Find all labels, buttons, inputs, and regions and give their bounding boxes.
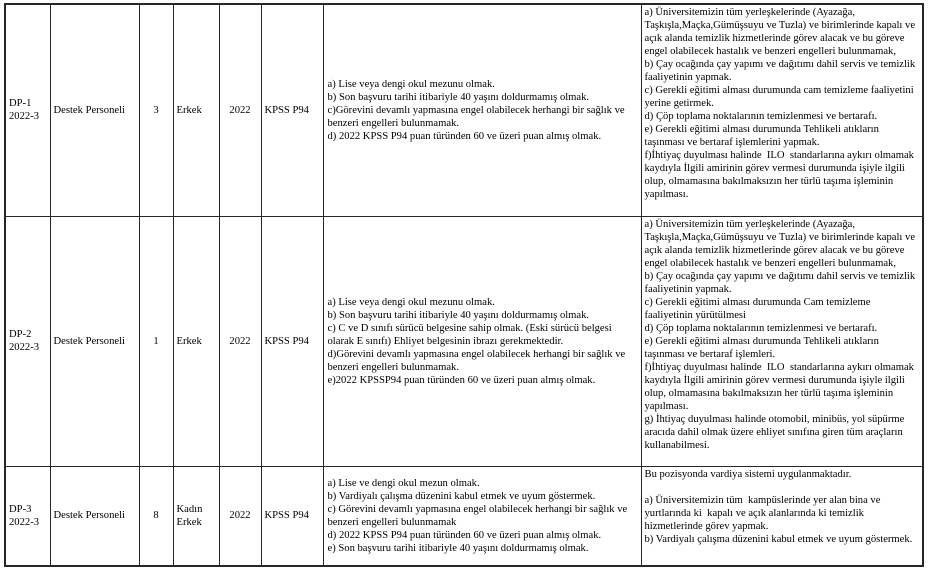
position-title-cell: Destek Personeli — [50, 4, 139, 216]
cell-line: Kadın — [176, 503, 203, 515]
requirements-cell — [323, 4, 641, 216]
cell-line: c) Gerekli eğitimi alması durumunda Cam temizleme faaliyetinin yürütülmesi — [644, 296, 874, 321]
position-title-cell: Destek Personeli — [50, 216, 139, 466]
cell-line: c)Görevini devamlı yapmasına engel olabilecek herhangi bir sağlık ve benzeri engelleri bulunmamak. — [327, 104, 628, 129]
cell-line: d) 2022 KPSS P94 puan türünden 60 ve üzeri puan almış olmak. — [327, 529, 602, 541]
cell-line: c) Gerekli eğitimi alması durumunda cam temizleme faaliyetini yerine getirmek. — [644, 85, 917, 109]
cell-line: e) Gerekli eğitimi alması durumunda Tehlikeli atıkların taşınması ve bertaraf işlemleri. — [644, 335, 882, 360]
cell-line: c) C ve D sınıfı sürücü belgesine sahip olmak. (Eski sürücü belgesi olarak E sınıfı) Ehliyet belgesinin ibrazı gerekmektedir. — [327, 322, 615, 347]
cell-line: f)İhtiyaç duyulması halinde ILO standarlarına aykırı olmamak kaydıyla İlgili amirinin görev vermesi durumunda işiyle ilgili olup, olmamasına bakılmaksızın her türlü taşıma işleminin yapılması. — [644, 361, 917, 412]
cell-line: Erkek — [176, 335, 202, 347]
gender-cell — [173, 216, 219, 466]
quota-cell: 3 — [139, 4, 173, 216]
table-row — [5, 4, 923, 216]
cell-line: a) Üniversitemizin tüm yerleşkelerinde (Ayazağa, Taşkışla,Maçka,Gümüşsuyu ve Tuzla) ve birimlerinde kapalı ve açık alanda temizlik hizmetlerinde görev alacak ve bu göreve engel olabilecek hastalık ve benzeri engelleri bulunmamak, — [644, 218, 918, 269]
cell-line: b) Çay ocağında çay yapımı ve dağıtımı dahil servis ve temizlik faaliyetinin yapmak. — [644, 59, 918, 83]
exam-year-cell: 2022 — [219, 4, 261, 216]
cell-line: d) Çöp toplama noktalarının temizlenmesi ve bertarafı. — [644, 322, 878, 334]
cell-line: b) Son başvuru tarihi itibariyle 40 yaşını doldurmamış olmak. — [327, 309, 590, 321]
exam-type-cell: KPSS P94 — [261, 4, 323, 216]
cell-line: 2022-3 — [9, 516, 40, 528]
duties-cell — [641, 4, 923, 216]
quota-cell: 8 — [139, 466, 173, 566]
exam-year-cell: 2022 — [219, 466, 261, 566]
gender-cell — [173, 4, 219, 216]
table-row — [5, 216, 923, 466]
cell-line: Bu pozisyonda vardiya sistemi uygulanmaktadır. — [644, 468, 852, 480]
gender-cell — [173, 466, 219, 566]
cell-line: DP-1 — [9, 98, 32, 110]
cell-line: DP-2 — [9, 329, 32, 340]
cell-line — [645, 481, 920, 494]
job-positions-table — [4, 3, 924, 567]
cell-line: 2022-3 — [9, 342, 40, 353]
exam-year-cell: 2022 — [219, 216, 261, 466]
duties-cell — [641, 466, 923, 566]
table-body — [5, 4, 923, 566]
cell-line: c) Görevini devamlı yapmasına engel olabilecek herhangi bir sağlık ve benzeri engelleri bulunmamak — [327, 503, 630, 528]
table-row — [5, 466, 923, 566]
cell-line: b) Çay ocağında çay yapımı ve dağıtımı dahil servis ve temizlik faaliyetinin yapmak. — [644, 270, 918, 295]
cell-line: a) Lise veya dengi okul mezunu olmak. — [327, 78, 495, 90]
cell-line: b) Vardiyalı çalışma düzenini kabul etmek ve uyum göstermek. — [644, 533, 913, 545]
cell-line: Erkek — [176, 104, 202, 116]
cell-line: d) Çöp toplama noktalarının temizlenmesi ve bertarafı. — [644, 111, 878, 122]
cell-line: b) Vardiyalı çalışma düzenini kabul etmek ve uyum göstermek. — [327, 490, 596, 502]
position-code-cell — [5, 466, 50, 566]
duties-cell — [641, 216, 923, 466]
position-code-cell — [5, 216, 50, 466]
cell-line: DP-3 — [9, 503, 32, 515]
cell-line: g) İhtiyaç duyulması halinde otomobil, minibüs, yol süpürme aracıda dahil olmak üzere ehliyet sınıfına giren tüm araçların kullanabilmesi. — [644, 413, 907, 451]
cell-line: e) Son başvuru tarihi itibariyle 40 yaşını doldurmamış olmak. — [327, 542, 589, 554]
exam-type-cell: KPSS P94 — [261, 466, 323, 566]
position-title-cell: Destek Personeli — [50, 466, 139, 566]
cell-line: 2022-3 — [9, 111, 40, 123]
cell-line: e) Gerekli eğitimi alması durumunda Tehlikeli atıkların taşınması ve bertaraf işlemlerini yapmak. — [644, 124, 882, 148]
cell-line: a) Lise veya dengi okul mezunu olmak. — [327, 296, 495, 308]
cell-line: f)İhtiyaç duyulması halinde ILO standarlarına aykırı olmamak kaydıyla İlgili amirinin görev vermesi durumunda işiyle ilgili olup, olmamasına bakılmaksızın her türlü taşıma işleminin yapılması. — [644, 150, 917, 200]
cell-line: a) Üniversitemizin tüm kampüslerinde yer alan bina ve yurtlarında ki kapalı ve açık alanlarında ki temizlik hizmetlerinde görev yapmak. — [644, 494, 884, 532]
cell-line: a) Lise ve dengi okul mezun olmak. — [327, 477, 480, 489]
cell-line: a) Üniversitemizin tüm yerleşkelerinde (Ayazağa, Taşkışla,Maçka,Gümüşsuyu ve Tuzla) ve birimlerinde kapalı ve açık alanda temizlik hizmetlerinde görev alacak ve bu göreve engel olabilecek hastalık ve benzeri engelleri bulunmamak, — [644, 7, 918, 57]
cell-line: d) 2022 KPSS P94 puan türünden 60 ve üzeri puan almış olmak. — [327, 130, 602, 142]
position-code-cell — [5, 4, 50, 216]
requirements-cell — [323, 466, 641, 566]
requirements-cell — [323, 216, 641, 466]
cell-line: e)2022 KPSSP94 puan türünden 60 ve üzeri puan almış olmak. — [327, 374, 596, 386]
cell-line: b) Son başvuru tarihi itibariyle 40 yaşını doldurmamış olmak. — [327, 91, 590, 103]
quota-cell: 1 — [139, 216, 173, 466]
cell-line: d)Görevini devamlı yapmasına engel olabilecek herhangi bir sağlık ve benzeri engelleri bulunmamak. — [327, 348, 628, 373]
cell-line: Erkek — [176, 516, 202, 528]
exam-type-cell: KPSS P94 — [261, 216, 323, 466]
